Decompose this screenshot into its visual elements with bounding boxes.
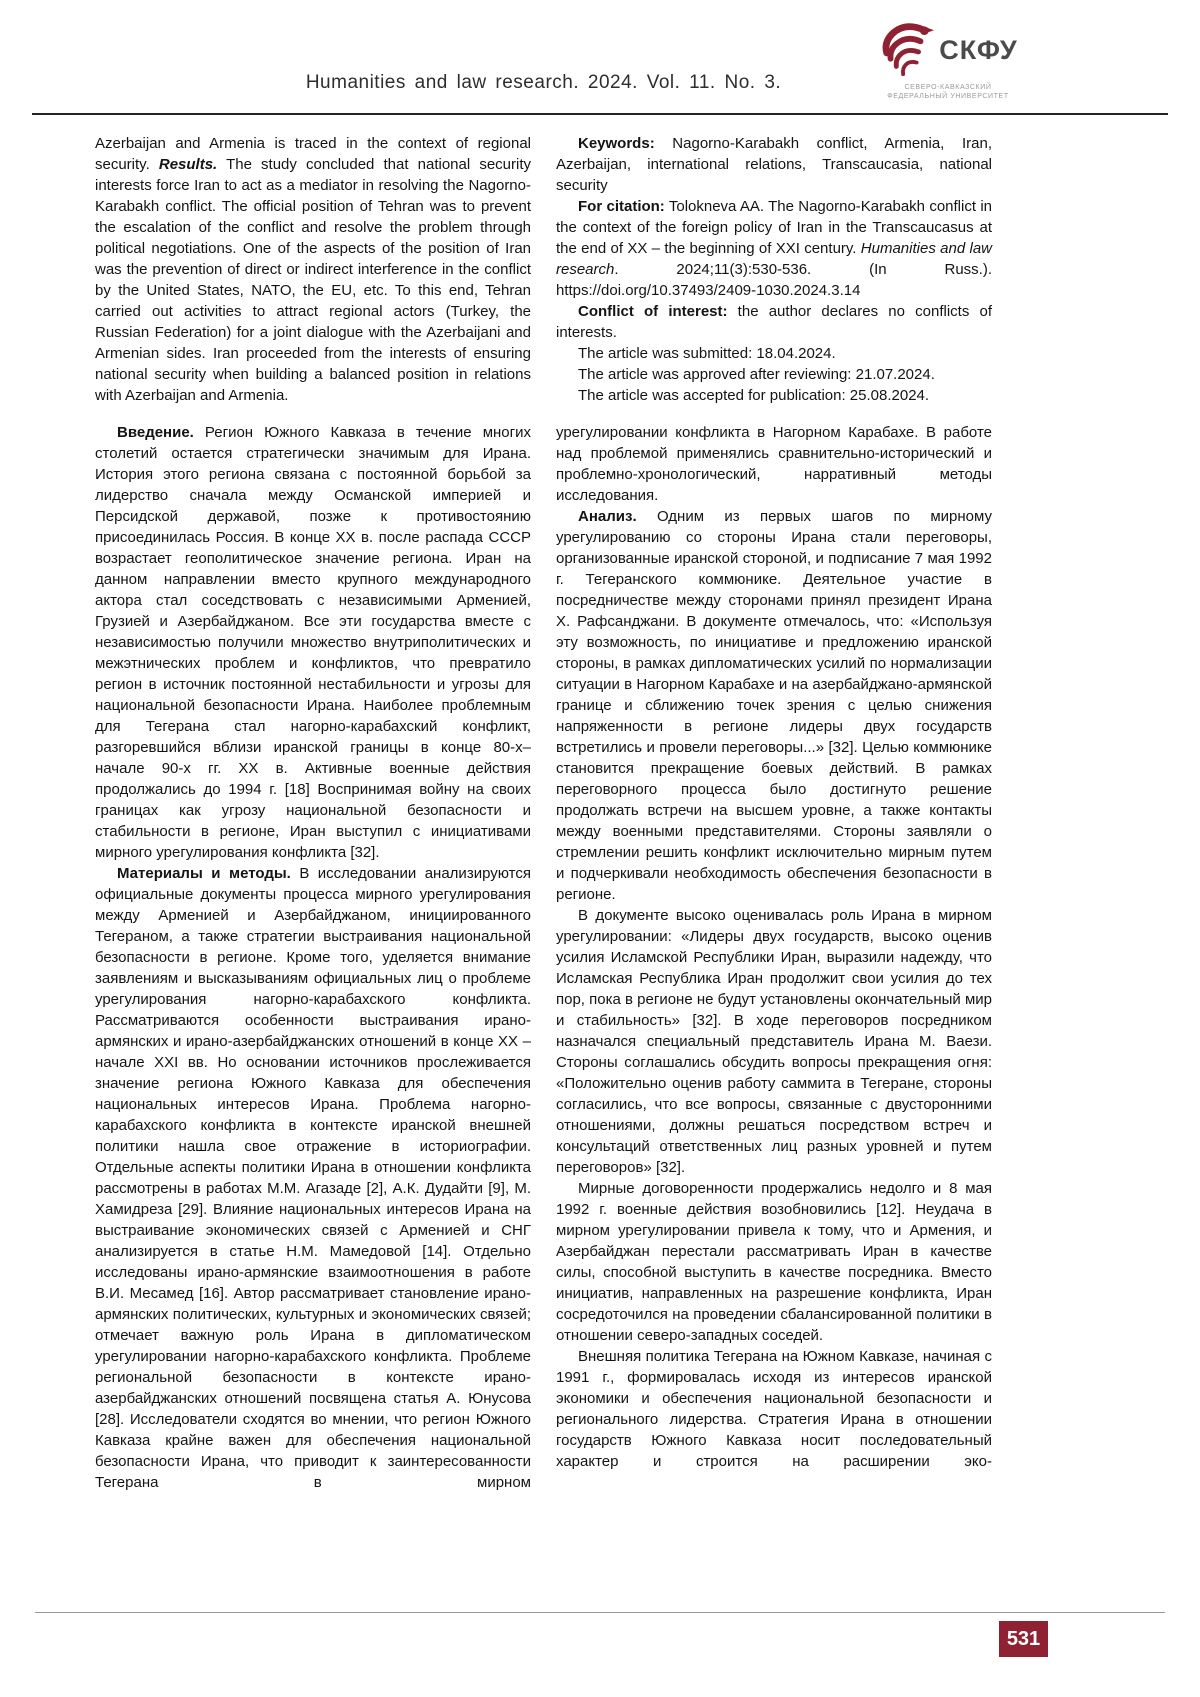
university-name [882,83,1014,102]
citation-tail: . 2024;11(3):530-536. (In Russ.). [614,261,992,278]
citation-paragraph [556,196,992,301]
foreign-policy-text: Внешняя политика Тегерана на Южном Кавказе, начиная с 1991 г., формировалась исходя из интересов иранской экономики и обеспечения национальной безопасности и регионального лидерства. Стратегия Ирана в отношении государств Южного Кавказа носит последовательный характер и строится на расширении эко- [556,1348,992,1470]
introduction-paragraph [95,422,531,863]
methods-paragraph [95,863,531,1493]
approved-date-line: The article was approved after reviewing: 21.07.2024. [578,366,935,383]
abstract-intro-text: Azerbaijan and Armenia is traced in the context of regional security. [95,135,531,173]
document-role-paragraph [556,905,992,1178]
introduction-text: Регион Южного Кавказа в течение многих столетий остается стратегически значимым для Ирана. История этого региона связана с постоянной борьбой за лидерство сначала между Османской империей и Персидской державой, позже к противостоянию присоединилась Россия. В конце XX в. после распада СССР возрастает геополитическое значение региона. Иран на данном направлении вместо крупного международного актора стал соседствовать с независимыми Арменией, Грузией и Азербайджаном. Все эти государства вместе с независимостью получили множество внутриполитических и межэтнических проблем и конфликтов, что превратило регион в источник постоянной нестабильности и угрозы для национальной безопасности Ирана. Наиболее проблемным для Тегерана стал нагорно-карабахский конфликт, разгоревшийся вблизи иранской границы в конце 80-х–начале 90-х гг. XX в. Активные военные действия продолжались до 1994 г. [18] Воспринимая войну на своих границах как угрозу национальной безопасности и стабильности в регионе, Иран выступил с инициативами мирного урегулирования конфликта [32]. [95,424,531,861]
university-acronym: СКФУ [939,34,1018,65]
university-logo-top [882,20,1018,80]
keywords-text: Nagorno-Karabakh conflict, Armenia, Iran, Azerbaijan, international relations, Transcaucasia, national security [556,135,992,194]
article-body [95,422,992,1493]
firebird-logo-icon [878,20,934,80]
agreements-text: Мирные договоренности продержались недолго и 8 мая 1992 г. военные действия возобновились [12]. Неудача в мирном урегулировании привела к тому, что и Армения, и Азербайджан перестали рассматривать Иран в качестве силы, способной выступить в качестве посредника. Вместо инициатив, направленных на разрешение конфликта, Иран сосредоточился на проведении сбалансированной политики в отношении северо-западных соседей. [556,1180,992,1344]
abstract-paragraph [95,133,531,406]
continuation-text: урегулировании конфликта в Нагорном Карабахе. В работе над проблемой применялись сравнительно-исторический и проблемно-хронологический, нарративный методы исследования. [556,424,992,504]
university-logo [882,20,1018,102]
conflict-text: the author declares no conflicts of interests. [556,303,993,341]
methods-text: В исследовании анализируются официальные документы процесса мирного урегулирования между Арменией и Азербайджаном, инициированного Тегераном, а также стратегии выстраивания национальной безопасности в регионе. Кроме того, уделяется внимание заявлениям и высказываниям официальных лиц о проблеме урегулирования нагорно-карабахского конфликта. Рассматриваются особенности выстраивания ирано-армянских и ирано-азербайджанских отношений в конце XX – начале XXI вв. Но основании источников прослеживается значение региона Южного Кавказа для обеспечения национальных интересов Ирана. Проблема нагорно-карабахского конфликта в контексте иранской внешней политики нашла свое отражение в историографии. Отдельные аспекты политики Ирана в отношении конфликта рассмотрены в работах М.М. Агазаде [2], А.К. Дудайти [9], М. Хамидреза [29]. Влияние национальных интересов Ирана на выстраивание экономических связей с Арменией и СНГ анализируется в статье Н.М. Мамедовой [14]. Отдельно исследованы ирано-армянские взаимоотношения в работе В.И. Месамед [16]. Автор рассматривает становление ирано-армянских политических, культурных и экономических связей; отмечает важную роль Ирана в дипломатическом урегулировании нагорно-карабахского конфликта. Проблеме региональной безопасности в контексте ирано-азербайджанских отношений посвящена статья А. Юнусова [28]. Исследователи сходятся во мнении, что регион Южного Кавказа крайне важен для обеспечения национальной безопасности Ирана, что приводит к заинтересованности Тегерана в мирном [95,865,531,1491]
abstract-left-column [95,133,531,406]
abstract-right-column [556,133,992,406]
keywords-paragraph [556,133,992,196]
foreign-policy-paragraph [556,1346,992,1472]
accepted-date-line: The article was accepted for publication: 25.08.2024. [578,387,930,404]
introduction-heading: Введение. [117,424,194,441]
article-content [95,133,992,1493]
document-role-text: В документе высоко оценивалась роль Ирана в мирном урегулировании: «Лидеры двух государств, высоко оценив усилия Исламской Республики Иран, выразили надежду, что Исламская Республика Иран продолжит свои усилия до тех пор, пока в регионе не будут установлены окончательный мир и стабильность» [32]. В ходе переговоров посредником назначался специальный представитель Ирана М. Ваези. Стороны соглашались обсудить вопросы прекращения огня: «Положительно оценив работу саммита в Тегеране, стороны согласились, что все вопросы, связанные с двусторонними отношениями, должны решаться посредством встреч и консультаций ответственных лиц разных уровней и путем переговоров» [32]. [556,907,992,1176]
continuation-paragraph [556,422,992,506]
agreements-paragraph [556,1178,992,1346]
results-label: Results. [158,156,218,173]
university-name-line2: ФЕДЕРАЛЬНЫЙ УНИВЕРСИТЕТ [887,93,1009,101]
header-divider [32,113,1168,115]
analysis-paragraph [556,506,992,905]
analysis-text: Одним из первых шагов по мирному урегулированию со стороны Ирана стали переговоры, организованные иранской стороной, и подписание 7 мая 1992 г. Тегеранского коммюнике. Деятельное участие в посредничестве между сторонами принял президент Ирана Х. Рафсанджани. В документе отмечалось, что: «Используя эту возможность, по инициативе и предложению иранской стороны, в рамках дипломатических усилий по нормализации ситуации в Нагорном Карабахе и на азербайджано-армянской границе и сближению точек зрения с целью снижения напряженности в регионе лидеры двух государств встретились и провели переговоры...» [32]. Целью коммюнике становится прекращение боевых действий. В рамках переговорного процесса было достигнуто решение продолжать встречи на высшем уровне, а также контакты между военными представителями. Стороны заявляли о стремлении решить конфликт исключительно мирным путем и подчеркивали необходимость обеспечения безопасности в регионе. [556,508,992,903]
page-number-badge: 531 [999,1621,1048,1657]
analysis-heading: Анализ. [578,508,637,525]
conflict-of-interest-paragraph [556,301,992,343]
keywords-label: Keywords: [578,135,655,152]
journal-title: Humanities and law research. 2024. Vol. 11. No. 3. [305,72,782,93]
body-left-column [95,422,531,1493]
submitted-date-line: The article was submitted: 18.04.2024. [578,345,836,362]
footer-divider [35,1612,1165,1613]
methods-heading: Материалы и методы. [117,865,291,882]
doi-link: https://doi.org/10.37493/2409-1030.2024.3.14 [556,282,861,299]
citation-label: For citation: [578,198,665,215]
conflict-label: Conflict of interest: [578,303,728,320]
citation-text: Tolokneva AA. The Nagorno-Karabakh conflict in the context of the foreign policy of Iran in the Transcaucasus at the end of XX – the beginning of XXI century. [556,198,992,257]
body-right-column [556,422,992,1472]
university-name-line1: СЕВЕРО-КАВКАЗСКИЙ [904,84,992,91]
abstract-section [95,133,992,406]
citation-journal-name: Humanities and law research [556,240,992,278]
results-text: The study concluded that national security interests force Iran to act as a mediator in resolving the Nagorno-Karabakh conflict. The official position of Tehran was to prevent the escalation of the conflict and resolve the problem through political negotiations. One of the aspects of the position of Iran was the prevention of direct or indirect interference in the conflict by the United States, NATO, the EU, etc. To this end, Tehran carried out activities to attract regional actors (Turkey, the Russian Federation) for a joint dialogue with the Azerbaijani and Armenian sides. Iran proceeded from the interests of ensuring national security when building a balanced position in relations with Azerbaijan and Armenia. [95,156,531,404]
